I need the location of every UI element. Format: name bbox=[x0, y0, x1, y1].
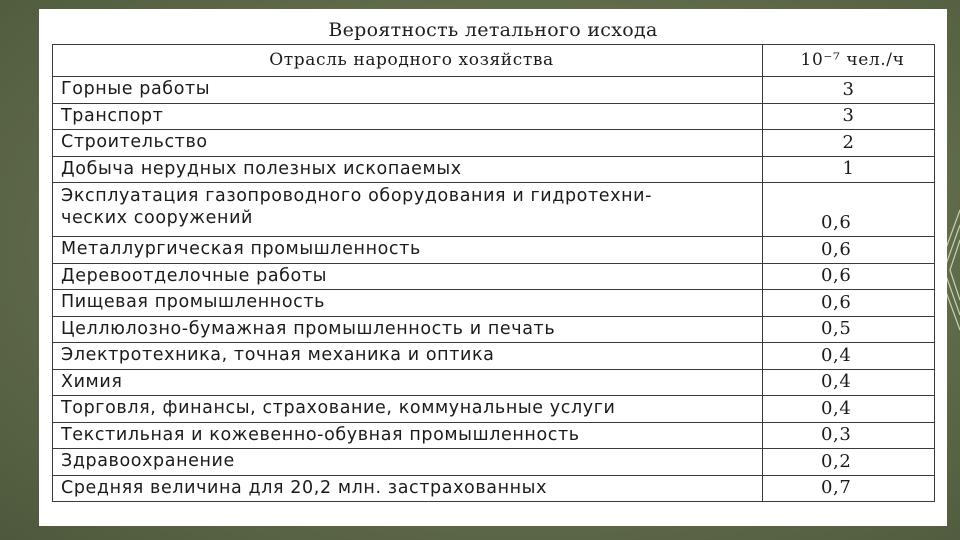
rate-cell: 0,6 bbox=[763, 290, 935, 317]
industry-cell: Целлюлозно-бумажная промышленность и печать bbox=[53, 316, 763, 343]
rate-cell: 0,6 bbox=[763, 183, 935, 237]
industry-cell: Строительство bbox=[53, 130, 763, 157]
rate-cell: 0,7 bbox=[763, 475, 935, 502]
industry-cell: Средняя величина для 20,2 млн. застрахованных bbox=[53, 475, 763, 502]
industry-cell: Электротехника, точная механика и оптика bbox=[53, 343, 763, 370]
rate-cell: 0,2 bbox=[763, 449, 935, 476]
rate-cell: 0,3 bbox=[763, 422, 935, 449]
table-row bbox=[53, 343, 935, 370]
rate-cell: 0,4 bbox=[763, 343, 935, 370]
industry-line-2: ческих сооружений bbox=[61, 208, 254, 228]
table-row bbox=[53, 316, 935, 343]
industry-cell: Металлургическая промышленность bbox=[53, 237, 763, 264]
table-row bbox=[53, 156, 935, 183]
industry-cell: Химия bbox=[53, 369, 763, 396]
table-row bbox=[53, 369, 935, 396]
rate-cell: 0,6 bbox=[763, 237, 935, 264]
industry-cell: Деревоотделочные работы bbox=[53, 263, 763, 290]
table-row bbox=[53, 183, 935, 237]
industry-cell: Пищевая промышленность bbox=[53, 290, 763, 317]
slide-image-sheet bbox=[39, 9, 947, 526]
table-row bbox=[53, 422, 935, 449]
rate-cell: 0,5 bbox=[763, 316, 935, 343]
rate-cell: 2 bbox=[763, 130, 935, 157]
industry-cell: Здравоохранение bbox=[53, 449, 763, 476]
industry-line-1: Эксплуатация газопроводного оборудования и гидротехни- bbox=[61, 186, 653, 206]
rate-cell: 3 bbox=[763, 77, 935, 104]
rate-cell: 0,6 bbox=[763, 263, 935, 290]
industry-cell: Торговля, финансы, страхование, коммунальные услуги bbox=[53, 396, 763, 423]
table-row bbox=[53, 237, 935, 264]
table-row bbox=[53, 130, 935, 157]
header-industry: Отрасль народного хозяйства bbox=[53, 45, 763, 77]
industry-cell: Транспорт bbox=[53, 103, 763, 130]
industry-cell: Горные работы bbox=[53, 77, 763, 104]
table-row bbox=[53, 77, 935, 104]
table-row bbox=[53, 475, 935, 502]
rate-cell: 0,4 bbox=[763, 396, 935, 423]
table-row bbox=[53, 103, 935, 130]
rate-cell: 0,4 bbox=[763, 369, 935, 396]
table-title: Вероятность летального исхода bbox=[328, 19, 658, 41]
table-row bbox=[53, 449, 935, 476]
table-header-row bbox=[53, 45, 935, 77]
table-row bbox=[53, 290, 935, 317]
fatality-probability-table bbox=[52, 44, 935, 502]
industry-cell: Добыча нерудных полезных ископаемых bbox=[53, 156, 763, 183]
industry-cell bbox=[53, 183, 763, 237]
table-row bbox=[53, 263, 935, 290]
rate-cell: 3 bbox=[763, 103, 935, 130]
table-row bbox=[53, 396, 935, 423]
header-rate: 10⁻⁷ чел./ч bbox=[763, 45, 935, 77]
rate-cell: 1 bbox=[763, 156, 935, 183]
industry-cell: Текстильная и кожевенно-обувная промышленность bbox=[53, 422, 763, 449]
